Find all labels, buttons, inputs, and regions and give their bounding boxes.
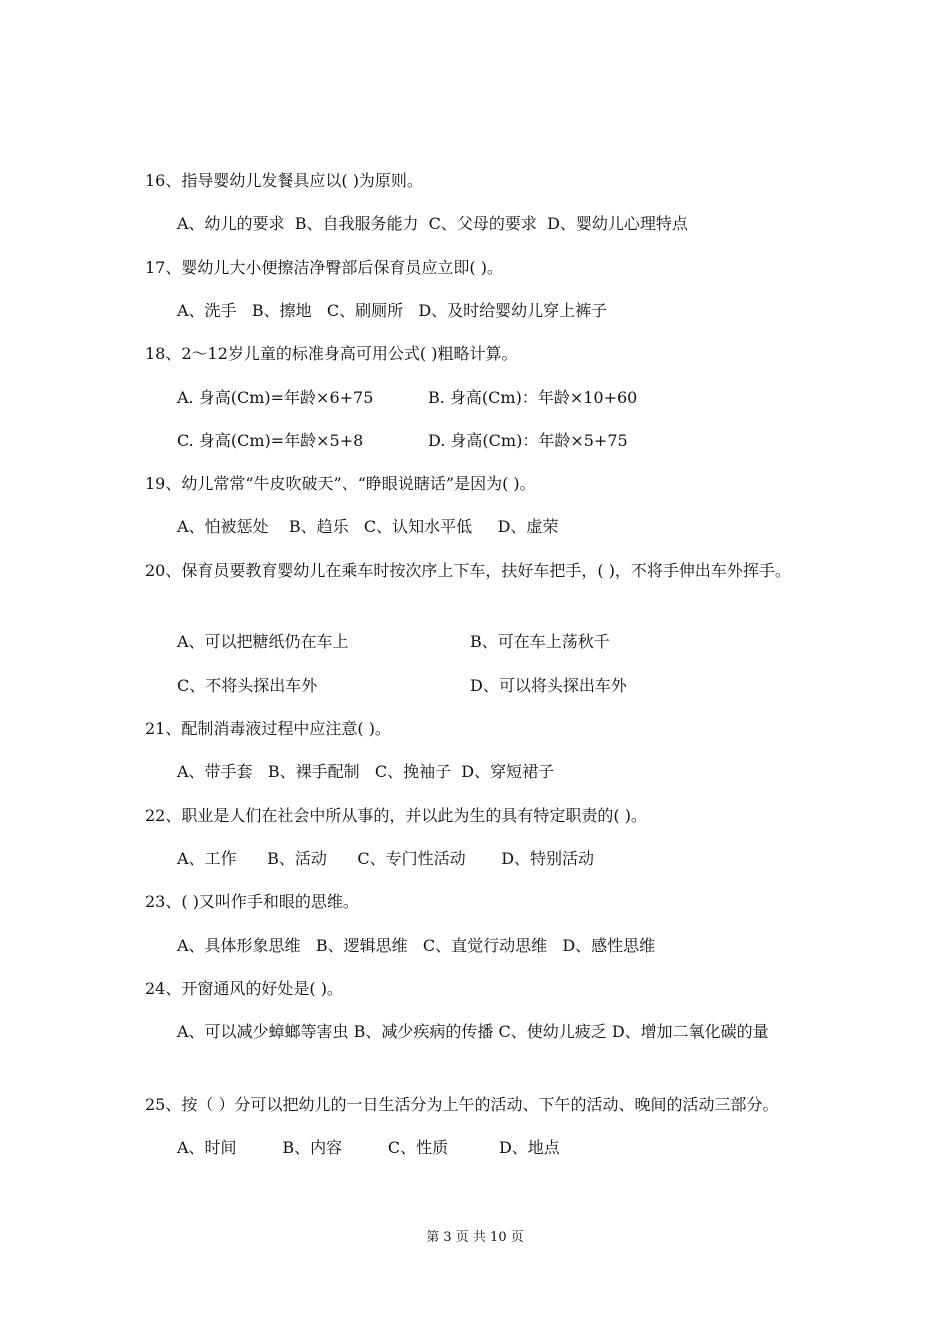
question-22-stem: 22、职业是人们在社会中所从事的，并以此为生的具有特定职责的( )。 (145, 806, 647, 825)
question-20-option-b: B、可在车上荡秋千 (470, 632, 610, 651)
question-20-option-a: A、可以把糖纸仍在车上 (177, 632, 349, 651)
question-17-options: A、洗手 B、擦地 C、刷厕所 D、及时给婴幼儿穿上裤子 (177, 301, 608, 320)
question-18-option-a: A. 身高(Cm)=年龄×6+75 (177, 388, 374, 407)
question-25-stem: 25、按（ ）分可以把幼儿的一日生活分为上午的活动、下午的活动、晚间的活动三部分。 (145, 1095, 779, 1114)
question-20-option-d: D、可以将头探出车外 (470, 676, 627, 695)
question-24-stem: 24、开窗通风的好处是( )。 (145, 979, 343, 998)
question-18-option-b: B. 身高(Cm)：年龄×10+60 (428, 388, 638, 407)
question-18-option-c: C. 身高(Cm)=年龄×5+8 (177, 431, 364, 450)
question-21-options: A、带手套 B、裸手配制 C、挽袖子 D、穿短裙子 (177, 762, 555, 781)
question-18-option-d: D. 身高(Cm)：年龄×5+75 (428, 431, 628, 450)
question-24-options: A、可以减少蟑螂等害虫 B、减少疾病的传播 C、使幼儿疲乏 D、增加二氧化碳的量 (177, 1022, 769, 1041)
question-18-stem: 18、2～12岁儿童的标准身高可用公式( )粗略计算。 (145, 344, 518, 363)
question-22-options: A、工作 B、活动 C、专门性活动 D、特别活动 (177, 849, 595, 868)
question-19-options: A、怕被惩处 B、趋乐 C、认知水平低 D、虚荣 (177, 517, 559, 536)
question-16-stem: 16、指导婴幼儿发餐具应以( )为原则。 (145, 171, 423, 190)
question-19-stem: 19、幼儿常常“牛皮吹破天”、“睁眼说瞎话”是因为( )。 (145, 474, 536, 493)
question-23-stem: 23、( )又叫作手和眼的思维。 (145, 892, 359, 911)
question-20-option-c: C、不将头探出车外 (177, 676, 318, 695)
question-25-options: A、时间 B、内容 C、性质 D、地点 (177, 1138, 560, 1157)
question-20-stem: 20、保育员要教育婴幼儿在乘车时按次序上下车，扶好车把手，( )，不将手伸出车外挥手。 (145, 561, 791, 580)
question-21-stem: 21、配制消毒液过程中应注意( )。 (145, 719, 391, 738)
page-number-footer: 第 3 页 共 10 页 (426, 1230, 524, 1245)
question-23-options: A、具体形象思维 B、逻辑思维 C、直觉行动思维 D、感性思维 (177, 936, 656, 955)
question-17-stem: 17、婴幼儿大小便擦洁净臀部后保育员应立即( )。 (145, 258, 503, 277)
question-16-options: A、幼儿的要求 B、自我服务能力 C、父母的要求 D、婴幼儿心理特点 (177, 214, 688, 233)
